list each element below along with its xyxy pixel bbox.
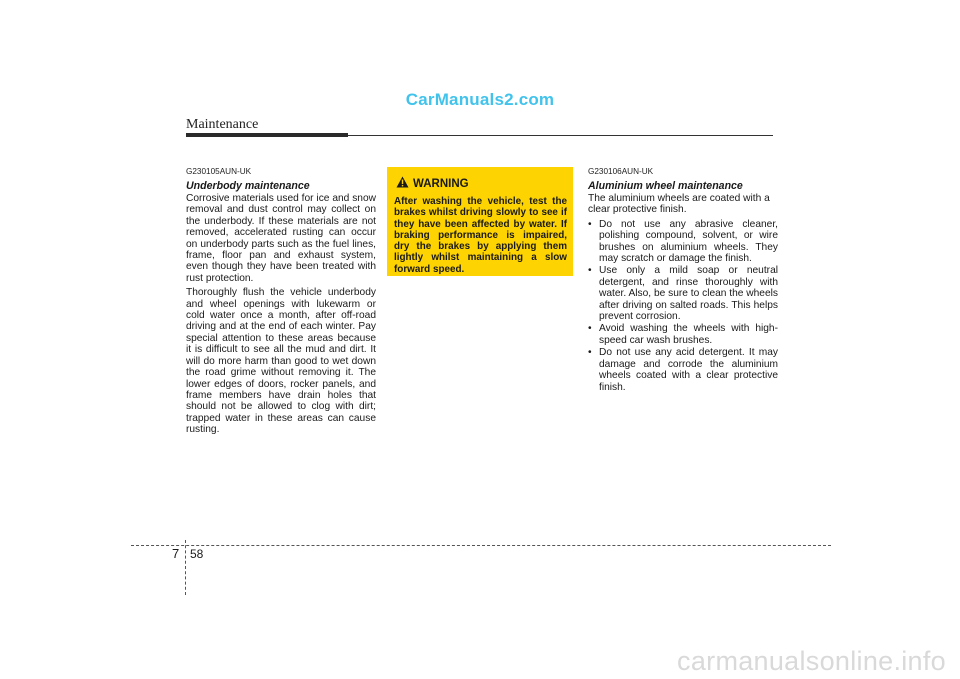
aluminium-intro: The aluminium wheels are coated with a clear protective finish. (588, 193, 770, 216)
warning-triangle-icon (396, 175, 409, 193)
footer-rule (131, 545, 831, 546)
watermark-carmanuals2: CarManuals2.com (405, 90, 555, 109)
section-title: Maintenance (186, 117, 259, 132)
list-item (588, 219, 778, 265)
warning-header (394, 175, 567, 193)
left-column (186, 167, 376, 439)
list-item (588, 347, 778, 393)
section-code: G230105AUN-UK (186, 167, 252, 176)
watermark-carmanualsonline: carmanualsonline.info (677, 646, 946, 676)
section-code: G230106AUN-UK (588, 167, 654, 176)
warning-box (387, 167, 573, 276)
warning-title: WARNING (413, 177, 469, 190)
list-item (588, 265, 778, 322)
page-number: 58 (190, 547, 204, 561)
aluminium-wheel-heading: Aluminium wheel maintenance (588, 180, 743, 192)
chapter-number: 7 (172, 546, 180, 561)
bullet-text: Do not use any acid detergent. It may damage and corrode the aluminium wheels coated with a clear protective finish. (599, 347, 778, 393)
bullet-icon: • (588, 323, 592, 335)
bullet-icon: • (588, 218, 592, 230)
bullet-icon: • (588, 265, 592, 277)
right-column (588, 167, 778, 394)
bullet-text: Use only a mild soap or neutral detergent, and rinse thoroughly with water. Also, be sure to clean the wheels after driving on salted roads. This helps prevent corrosion. (599, 265, 778, 323)
underbody-paragraph-2: Thoroughly flush the vehicle underbody and wheel openings with lukewarm or cold water once a month, after off-road driving and at the end of each winter. Pay special attention to these areas because it is difficult to see all the mud and dirt. It will do more harm than good to wet down the road grime without removing it. The lower edges of doors, rocker panels, and frame members have drain holes that should not be allowed to clog with dirt; trapped water in these areas can cause rusting. (186, 287, 376, 436)
warning-text: After washing the vehicle, test the brakes whilst driving slowly to see if they have been affected by water. If braking performance is impaired, dry the brakes by applying them lightly whilst maintaining a slow forward speed. (394, 196, 567, 275)
underbody-heading: Underbody maintenance (186, 180, 310, 192)
underbody-paragraph-1: Corrosive materials used for ice and snow removal and dust control may collect on the underbody. If these materials are not removed, accelerated rusting can occur on underbody parts such as the fuel lines, frame, floor pan and exhaust system, even though they have been treated with rust protection. (186, 193, 376, 284)
bullet-text: Avoid washing the wheels with high-speed car wash brushes. (599, 323, 778, 346)
bullet-text: Do not use any abrasive cleaner, polishing compound, solvent, or wire brushes on aluminium wheels. They may scratch or damage the finish. (599, 218, 778, 265)
footer-divider (185, 540, 186, 595)
header-rule (348, 135, 773, 136)
header-bar (186, 133, 348, 137)
list-item (588, 323, 778, 346)
aluminium-bullet-list (588, 219, 778, 393)
bullet-icon: • (588, 347, 592, 359)
